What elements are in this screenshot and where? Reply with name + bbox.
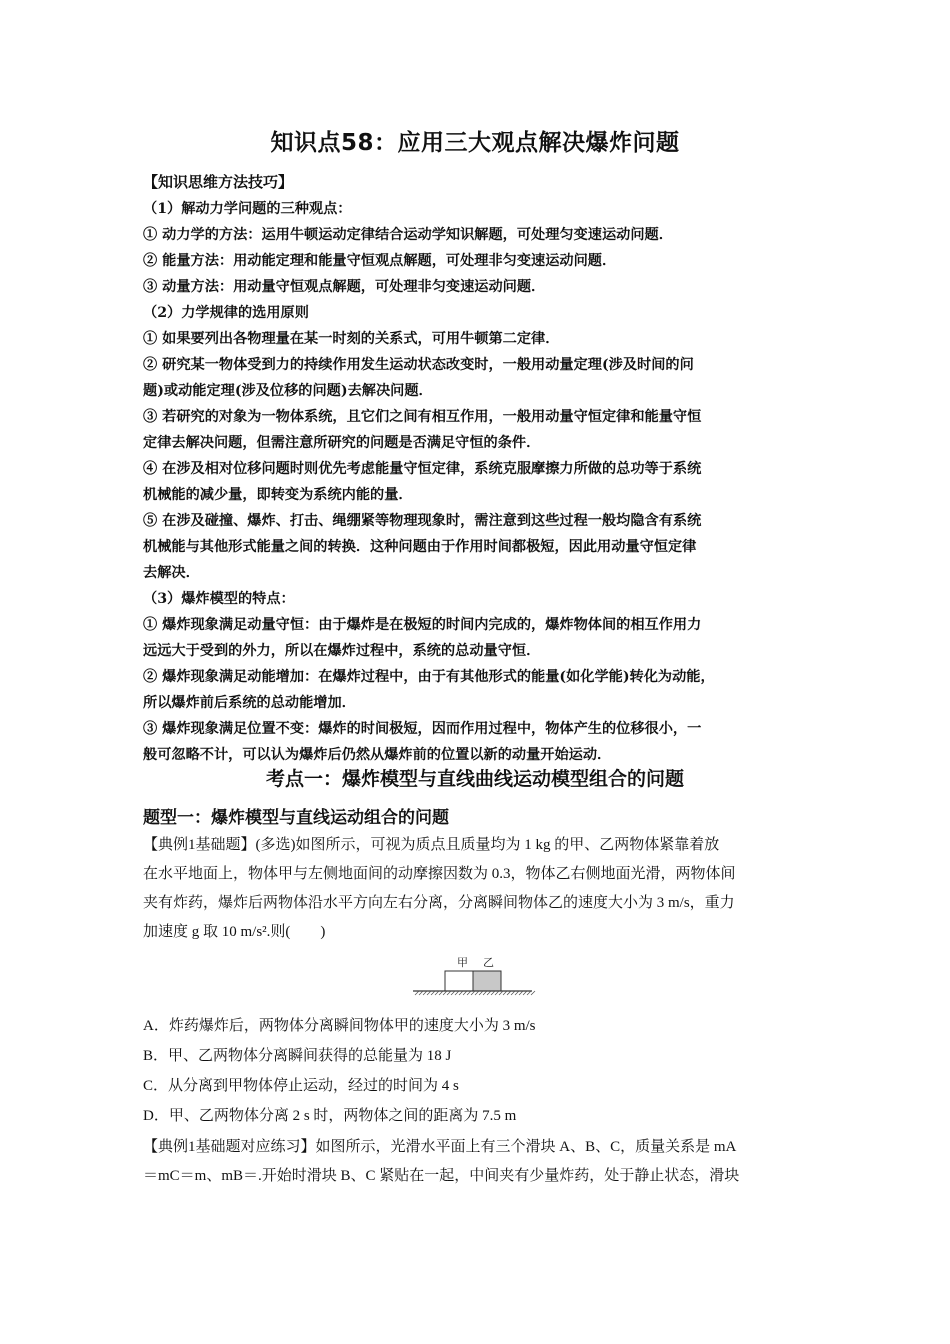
method-line: ② 能量方法：用动能定理和能量守恒观点解题，可处理非匀变速运动问题． [143,253,617,269]
method-line: 定律去解决问题，但需注意所研究的问题是否满足守恒的条件． [143,435,541,451]
method-line: ③ 动量方法：用动量守恒观点解题，可处理非匀变速运动问题． [143,279,546,295]
example-1-practice-text [143,1133,815,1191]
method-line: ② 研究某一物体受到力的持续作用发生运动状态改变时，一般用动量定理(涉及时间的问 [143,357,694,373]
method-line: 所以爆炸前后系统的总动能增加． [143,695,356,711]
method-list [143,196,815,768]
method-line: （2）力学规律的选用原则 [143,305,309,321]
method-line: ③ 爆炸现象满足位置不变：爆炸的时间极短，因而作用过程中，物体产生的位移很小，一 [143,721,702,737]
option-a[interactable]: A．炸药爆炸后，两物体分离瞬间物体甲的速度大小为 3 m/s [143,1018,536,1034]
method-line: ⑤ 在涉及碰撞、爆炸、打击、绳绷紧等物理现象时，需注意到这些过程一般均隐含有系统 [143,513,702,529]
topic-heading: 考点一：爆炸模型与直线曲线运动模型组合的问题 [265,768,684,790]
section-heading: 【知识思维方法技巧】 [143,173,294,191]
figure-label-jia: 甲 [457,956,468,969]
method-line: 去解决． [143,565,200,581]
block-jia [445,971,473,991]
example-1-text [143,831,815,947]
method-line: ① 如果要列出各物理量在某一时刻的关系式，可用牛顿第二定律． [143,331,560,347]
option-b[interactable]: B．甲、乙两物体分离瞬间获得的总能量为 18 J [143,1048,452,1064]
option-c[interactable]: C．从分离到甲物体停止运动，经过的时间为 4 s [143,1078,459,1094]
figure-label-yi: 乙 [483,956,494,969]
example-1-line: 夹有炸药，爆炸后两物体沿水平方向左右分离，分离瞬间物体乙的速度大小为 3 m/s，重力 [143,895,735,911]
answer-options [143,1011,815,1131]
method-line: ② 爆炸现象满足动能增加：在爆炸过程中，由于有其他形式的能量(如化学能)转化为动能， [143,669,715,685]
method-line: ③ 若研究的对象为一物体系统，且它们之间有相互作用，一般用动量守恒定律和能量守恒 [143,409,702,425]
question-type-heading: 题型一：爆炸模型与直线运动组合的问题 [143,808,449,828]
method-line: 题)或动能定理(涉及位移的问题)去解决问题． [143,383,433,399]
practice-line: 【典例1基础题对应练习】如图所示，光滑水平面上有三个滑块 A、B、C，质量关系是 mA [143,1139,737,1155]
method-line: 般可忽略不计，可以认为爆炸后仍然从爆炸前的位置以新的动量开始运动． [143,747,612,763]
blocks-figure [405,953,540,998]
method-line: ① 动力学的方法：运用牛顿运动定律结合运动学知识解题，可处理匀变速运动问题． [143,227,673,243]
page-title: 知识点58：应用三大观点解决爆炸问题 [270,130,680,156]
method-line: ① 爆炸现象满足动量守恒：由于爆炸是在极短的时间内完成的，爆炸物体间的相互作用力 [143,617,702,633]
method-line: 机械能的减少量，即转变为系统内能的量． [143,487,413,503]
block-yi [473,971,501,991]
method-line: 远远大于受到的外力，所以在爆炸过程中，系统的总动量守恒． [143,643,541,659]
method-line: （1）解动力学问题的三种观点： [143,201,352,217]
practice-line: ＝mC＝m、mB＝.开始时滑块 B、C 紧贴在一起，中间夹有少量炸药，处于静止状态，滑块 [143,1168,740,1184]
example-1-line: 在水平地面上，物体甲与左侧地面间的动摩擦因数为 0.3，物体乙右侧地面光滑，两物体间 [143,866,736,882]
method-line: ④ 在涉及相对位移问题时则优先考虑能量守恒定律，系统克服摩擦力所做的总功等于系统 [143,461,702,477]
example-1-line: 加速度 g 取 10 m/s².则( ) [143,924,326,940]
method-line: 机械能与其他形式能量之间的转换．这种问题由于作用时间都极短，因此用动量守恒定律 [143,539,697,555]
example-1-line: 【典例1基础题】(多选)如图所示，可视为质点且质量均为 1 kg 的甲、乙两物体紧靠着放 [143,837,720,853]
method-line: （3）爆炸模型的特点： [143,591,295,607]
option-d[interactable]: D．甲、乙两物体分离 2 s 时，两物体之间的距离为 7.5 m [143,1108,517,1124]
